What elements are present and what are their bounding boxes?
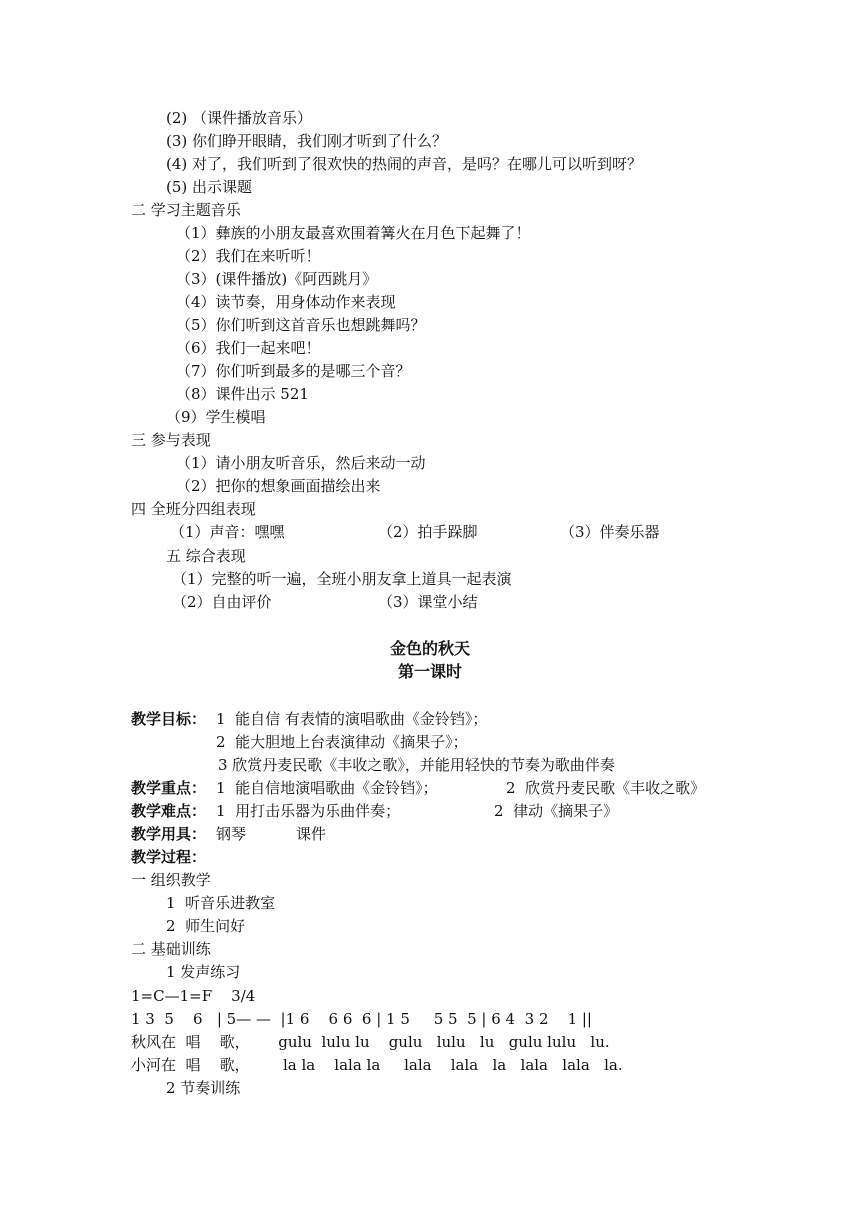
intro-step: (5) 出示课题 xyxy=(166,178,253,196)
intro-step: (2) （课件播放音乐） xyxy=(166,109,313,127)
list-item: （3）(课件播放)《阿西跳月》 xyxy=(176,270,378,288)
intro-step: (4) 对了，我们听到了很欢快的热闹的声音，是吗？在哪儿可以听到呀？ xyxy=(166,155,643,173)
goal-item: 2 能大胆地上台表演律动《摘果子》； xyxy=(216,733,468,751)
difficult-item: 2 律动《摘果子》 xyxy=(494,802,619,820)
list-item: （6）我们一起来吧！ xyxy=(176,339,321,357)
list-item: （2）把你的想象画面描绘出来 xyxy=(176,477,381,495)
notation-line: 1 3 5 6 | 5— — |1 6 6 6 6 | 1 5 5 5 5 | 6 4 3 2 1 || xyxy=(131,1010,592,1028)
key-label: 教学重点： xyxy=(131,779,207,797)
list-item: 2 节奏训练 xyxy=(166,1079,241,1097)
goal-item: 3 欣赏丹麦民歌《丰收之歌》，并能用轻快的节奏为歌曲伴奏 xyxy=(218,756,615,774)
tool-item: 钢琴 xyxy=(216,825,247,843)
list-item: （1）声音：嘿嘿 xyxy=(170,523,285,541)
list-item: （5）你们听到这首音乐也想跳舞吗？ xyxy=(176,316,426,334)
difficult-label: 教学难点： xyxy=(131,802,207,820)
section-heading: 一 组织教学 xyxy=(131,871,211,889)
key-signature: 1=C—1=F 3/4 xyxy=(131,987,256,1005)
list-item: （8）课件出示 521 xyxy=(176,385,309,403)
section-heading: 四 全班分四组表现 xyxy=(131,500,256,518)
difficult-item: 1 用打击乐器为乐曲伴奏； xyxy=(216,802,401,820)
list-item: （1）彝族的小朋友最喜欢围着篝火在月色下起舞了！ xyxy=(176,224,531,242)
list-item: 1 发声练习 xyxy=(166,963,241,981)
list-item: 1 听音乐进教室 xyxy=(166,894,276,912)
section-heading: 三 参与表现 xyxy=(131,431,211,449)
list-item: （4）读节奏，用身体动作来表现 xyxy=(176,293,396,311)
lyrics-line: 秋风在 唱 歌， gulu lulu lu gulu lulu lu gulu lulu lu. xyxy=(131,1033,610,1051)
goal-item: 1 能自信 有表情的演唱歌曲《金铃铛》； xyxy=(216,710,488,728)
tool-item: 课件 xyxy=(296,825,327,843)
key-item: 2 欣赏丹麦民歌《丰收之歌》 xyxy=(506,779,706,797)
section-heading: 二 学习主题音乐 xyxy=(131,201,241,219)
section-heading: 二 基础训练 xyxy=(131,940,211,958)
lesson-subtitle: 第一课时 xyxy=(397,662,462,681)
lesson-title: 金色的秋天 xyxy=(389,639,470,658)
list-item: 2 师生问好 xyxy=(166,917,246,935)
list-item: （7）你们听到最多的是哪三个音？ xyxy=(176,362,411,380)
tools-label: 教学用具： xyxy=(131,825,207,843)
list-item: （9）学生模唱 xyxy=(166,408,266,426)
list-item: （2）我们在来听听！ xyxy=(176,247,321,265)
lyrics-line: 小河在 唱 歌， la la lala la lala lala la lala lala la. xyxy=(131,1056,623,1074)
list-item: （1）请小朋友听音乐，然后来动一动 xyxy=(176,454,426,472)
list-item: （3）课堂小结 xyxy=(378,593,478,611)
intro-step: (3) 你们睁开眼睛，我们刚才听到了什么？ xyxy=(166,132,448,150)
key-item: 1 能自信地演唱歌曲《金铃铛》； xyxy=(216,779,438,797)
list-item: （2）自由评价 xyxy=(172,593,272,611)
section-heading: 五 综合表现 xyxy=(166,547,246,565)
goals-label: 教学目标： xyxy=(131,710,207,728)
list-item: （1）完整的听一遍，全班小朋友拿上道具一起表演 xyxy=(172,570,512,588)
list-item: （2）拍手跺脚 xyxy=(378,523,478,541)
list-item: （3）伴奏乐器 xyxy=(560,523,660,541)
process-label: 教学过程： xyxy=(131,848,207,866)
